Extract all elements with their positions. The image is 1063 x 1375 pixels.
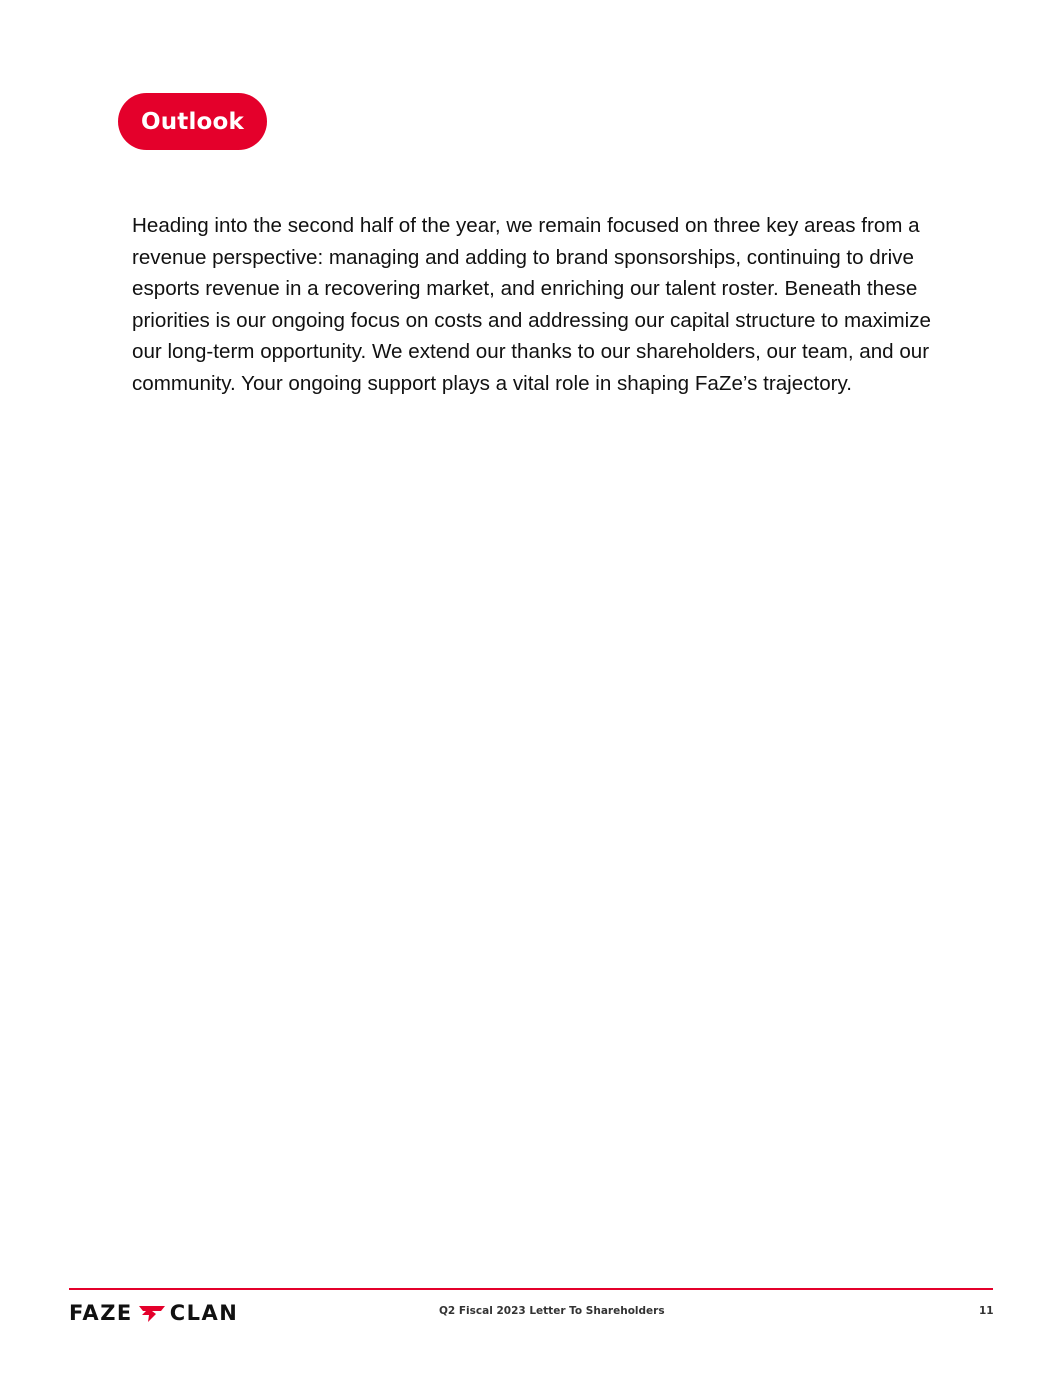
faze-clan-logo <box>69 1301 238 1325</box>
footer-document-title: Q2 Fiscal 2023 Letter To Shareholders <box>439 1305 665 1317</box>
section-header-badge <box>118 93 267 150</box>
page-number: 11 <box>979 1305 994 1317</box>
outlook-paragraph: Heading into the second half of the year, we remain focused on three key areas from a revenue perspective: managing and adding to brand sponsorships, continuing to drive esports revenue in a recovering market, and enriching our talent roster. Beneath these priorities is our ongoing focus on costs and addressing our capital structure to maximize our long-term opportunity. We extend our thanks to our shareholders, our team, and our community. Your ongoing support plays a vital role in shaping FaZe’s trajectory. <box>132 214 931 395</box>
logo-text-faze: FAZE <box>69 1301 133 1325</box>
section-title: Outlook <box>140 108 245 135</box>
logo-text-clan: CLAN <box>169 1301 239 1325</box>
footer-divider <box>69 1288 993 1290</box>
faze-bolt-icon <box>139 1304 165 1322</box>
